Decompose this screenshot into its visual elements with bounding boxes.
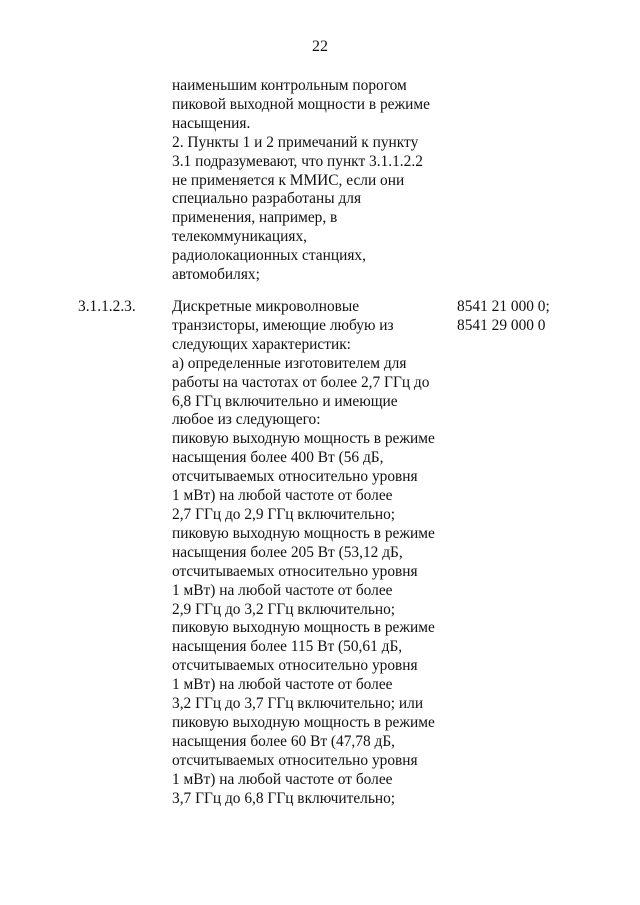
text-line: не применяется к ММИС, если они [172, 171, 405, 189]
text-line: насыщения более 115 Вт (50,61 дБ, [172, 638, 403, 656]
code-line: 8541 29 000 0 [457, 316, 546, 334]
text-line: наименьшим контрольным порогом [172, 77, 407, 94]
text-line: 1 мВт) на любой частоте от более [172, 581, 393, 599]
text-line: 1 мВт) на любой частоте от более [172, 487, 393, 505]
text-line: пиковой выходной мощности в режиме [172, 95, 430, 113]
page-number: 22 [312, 38, 328, 55]
text-line: любое из следующего: [172, 411, 321, 429]
text-line: транзисторы, имеющие любую из [172, 316, 394, 334]
text-line: пиковую выходную мощность в режиме [172, 430, 435, 448]
text-line: 1 мВт) на любой частоте от более [172, 676, 393, 694]
text-line: Дискретные микроволновые [172, 298, 360, 315]
text-line: насыщения более 400 Вт (56 дБ, [172, 449, 384, 467]
text-line: 3,7 ГГц до 6,8 ГГц включительно; [172, 789, 396, 807]
text-line: телекоммуникациях, [172, 228, 307, 246]
text-line: 1 мВт) на любой частоте от более [172, 770, 393, 788]
text-line: отсчитываемых относительно уровня [172, 468, 418, 486]
text-line: следующих характеристик: [172, 335, 351, 353]
text-line: насыщения. [172, 114, 251, 132]
text-line: а) определенные изготовителем для [172, 354, 407, 372]
text-line: 2. Пункты 1 и 2 примечаний к пункту [172, 133, 419, 151]
text-line: отсчитываемых относительно уровня [172, 751, 418, 769]
text-line: специально разработаны для [172, 190, 362, 208]
text-line: пиковую выходную мощность в режиме [172, 524, 435, 542]
text-line: отсчитываемых относительно уровня [172, 657, 418, 675]
intro-paragraph [172, 77, 472, 285]
tn-ved-codes [457, 298, 597, 336]
item-description [172, 298, 462, 808]
text-line: отсчитываемых относительно уровня [172, 562, 418, 580]
text-line: пиковую выходную мощность в режиме [172, 619, 435, 637]
text-line: пиковую выходную мощность в режиме [172, 713, 435, 731]
text-line: 6,8 ГГц включительно и имеющие [172, 392, 398, 410]
text-line: 2,9 ГГц до 3,2 ГГц включительно; [172, 600, 396, 618]
text-line: применения, например, в [172, 209, 338, 227]
code-line: 8541 21 000 0; [457, 298, 550, 315]
text-line: насыщения более 205 Вт (53,12 дБ, [172, 543, 403, 561]
item-number: 3.1.1.2.3. [78, 298, 136, 315]
text-line: автомобилях; [172, 266, 260, 284]
text-line: 2,7 ГГц до 2,9 ГГц включительно; [172, 505, 396, 523]
text-line: радиолокационных станциях, [172, 247, 366, 265]
text-line: 3,2 ГГц до 3,7 ГГц включительно; или [172, 695, 424, 713]
text-line: работы на частотах от более 2,7 ГГц до [172, 373, 430, 391]
text-line: насыщения более 60 Вт (47,78 дБ, [172, 732, 396, 750]
text-line: 3.1 подразумевают, что пункт 3.1.1.2.2 [172, 152, 423, 170]
